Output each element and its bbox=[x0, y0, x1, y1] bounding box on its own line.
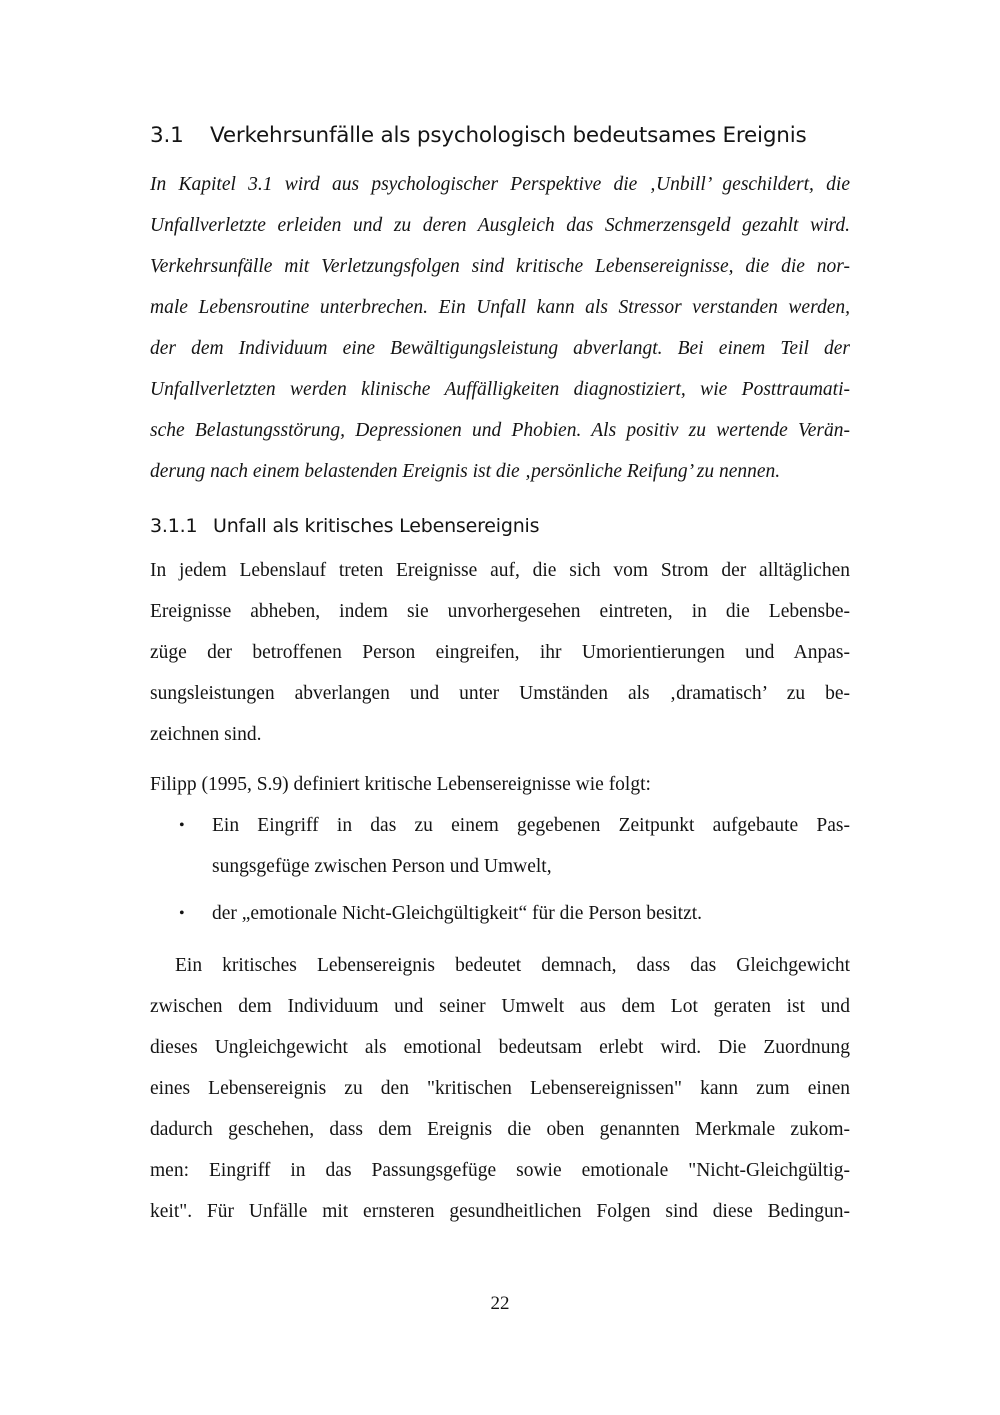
list-item bbox=[150, 805, 850, 887]
section-title: Verkehrsunfälle als psychologisch bedeutsames Ereignis bbox=[210, 123, 807, 148]
paragraph-line: dadurch geschehen, dass dem Ereignis die oben genannten Merkmale zukom- bbox=[150, 1119, 850, 1140]
section-heading bbox=[150, 116, 850, 156]
paragraph-line: zwischen dem Individuum und seiner Umwelt aus dem Lot geraten ist und bbox=[150, 996, 850, 1017]
intro-line: In Kapitel 3.1 wird aus psychologischer Perspektive die ‚Unbill’ geschildert, die bbox=[150, 174, 850, 195]
intro-line: sche Belastungsstörung, Depressionen und Phobien. Als positiv zu wertende Verän- bbox=[150, 420, 850, 441]
paragraph-line: dieses Ungleichgewicht als emotional bedeutsam erlebt wird. Die Zuordnung bbox=[150, 1037, 850, 1058]
list-item bbox=[150, 893, 850, 934]
definition-intro-line: Filipp (1995, S.9) definiert kritische Lebensereignisse wie folgt: bbox=[150, 774, 651, 795]
paragraph-line: men: Eingriff in das Passungsgefüge sowie emotionale "Nicht-Gleichgültig- bbox=[150, 1160, 850, 1181]
bullet-icon: • bbox=[179, 905, 185, 922]
paragraph-line: Ereignisse abheben, indem sie unvorhergesehen eintreten, in die Lebensbe- bbox=[150, 601, 850, 622]
paragraph-line: Ein kritisches Lebensereignis bedeutet demnach, dass das Gleichgewicht bbox=[175, 955, 850, 976]
paragraph-line: zeichnen sind. bbox=[150, 724, 262, 745]
paragraph-line: eines Lebensereignis zu den "kritischen Lebensereignissen" kann zum einen bbox=[150, 1078, 850, 1099]
bullet-icon: • bbox=[179, 817, 185, 834]
paragraph-line: In jedem Lebenslauf treten Ereignisse auf, die sich vom Strom der alltäglichen bbox=[150, 560, 850, 581]
intro-line: Unfallverletzte erleiden und zu deren Ausgleich das Schmerzensgeld gezahlt wird. bbox=[150, 215, 850, 236]
page-number: 22 bbox=[490, 1293, 510, 1314]
subsection-number: 3.1.1 bbox=[150, 515, 198, 537]
intro-line: male Lebensroutine unterbrechen. Ein Unfall kann als Stressor verstanden werden, bbox=[150, 297, 850, 318]
section-intro bbox=[150, 164, 850, 492]
paragraph-1 bbox=[150, 550, 850, 755]
list-item-line: sungsgefüge zwischen Person und Umwelt, bbox=[212, 856, 552, 877]
list-item-line: der „emotionale Nicht-Gleichgültigkeit“ für die Person besitzt. bbox=[212, 903, 703, 924]
intro-line: Unfallverletzten werden klinische Auffälligkeiten diagnostiziert, wie Posttraumati- bbox=[150, 379, 850, 400]
subsection-title: Unfall als kritisches Lebensereignis bbox=[213, 515, 540, 537]
paragraph-line: sungsleistungen abverlangen und unter Umständen als ‚dramatisch’ zu be- bbox=[150, 683, 850, 704]
paragraph-line: keit". Für Unfälle mit ernsteren gesundheitlichen Folgen sind diese Bedingun- bbox=[150, 1201, 850, 1222]
paragraph-line: züge der betroffenen Person eingreifen, ihr Umorientierungen und Anpas- bbox=[150, 642, 850, 663]
paragraph-2 bbox=[150, 945, 850, 1232]
intro-line: Verkehrsunfälle mit Verletzungsfolgen sind kritische Lebensereignisse, die die nor- bbox=[150, 256, 850, 277]
page-content bbox=[150, 116, 850, 1232]
definition-list bbox=[150, 805, 850, 934]
intro-line: derung nach einem belastenden Ereignis ist die ‚persönliche Reifung’ zu nennen. bbox=[150, 461, 781, 482]
list-item-line: Ein Eingriff in das zu einem gegebenen Zeitpunkt aufgebaute Pas- bbox=[212, 815, 850, 836]
subsection-heading bbox=[150, 508, 850, 544]
definition-intro bbox=[150, 764, 850, 805]
section-number: 3.1 bbox=[150, 123, 184, 148]
intro-line: der dem Individuum eine Bewältigungsleistung abverlangt. Bei einem Teil der bbox=[150, 338, 850, 359]
